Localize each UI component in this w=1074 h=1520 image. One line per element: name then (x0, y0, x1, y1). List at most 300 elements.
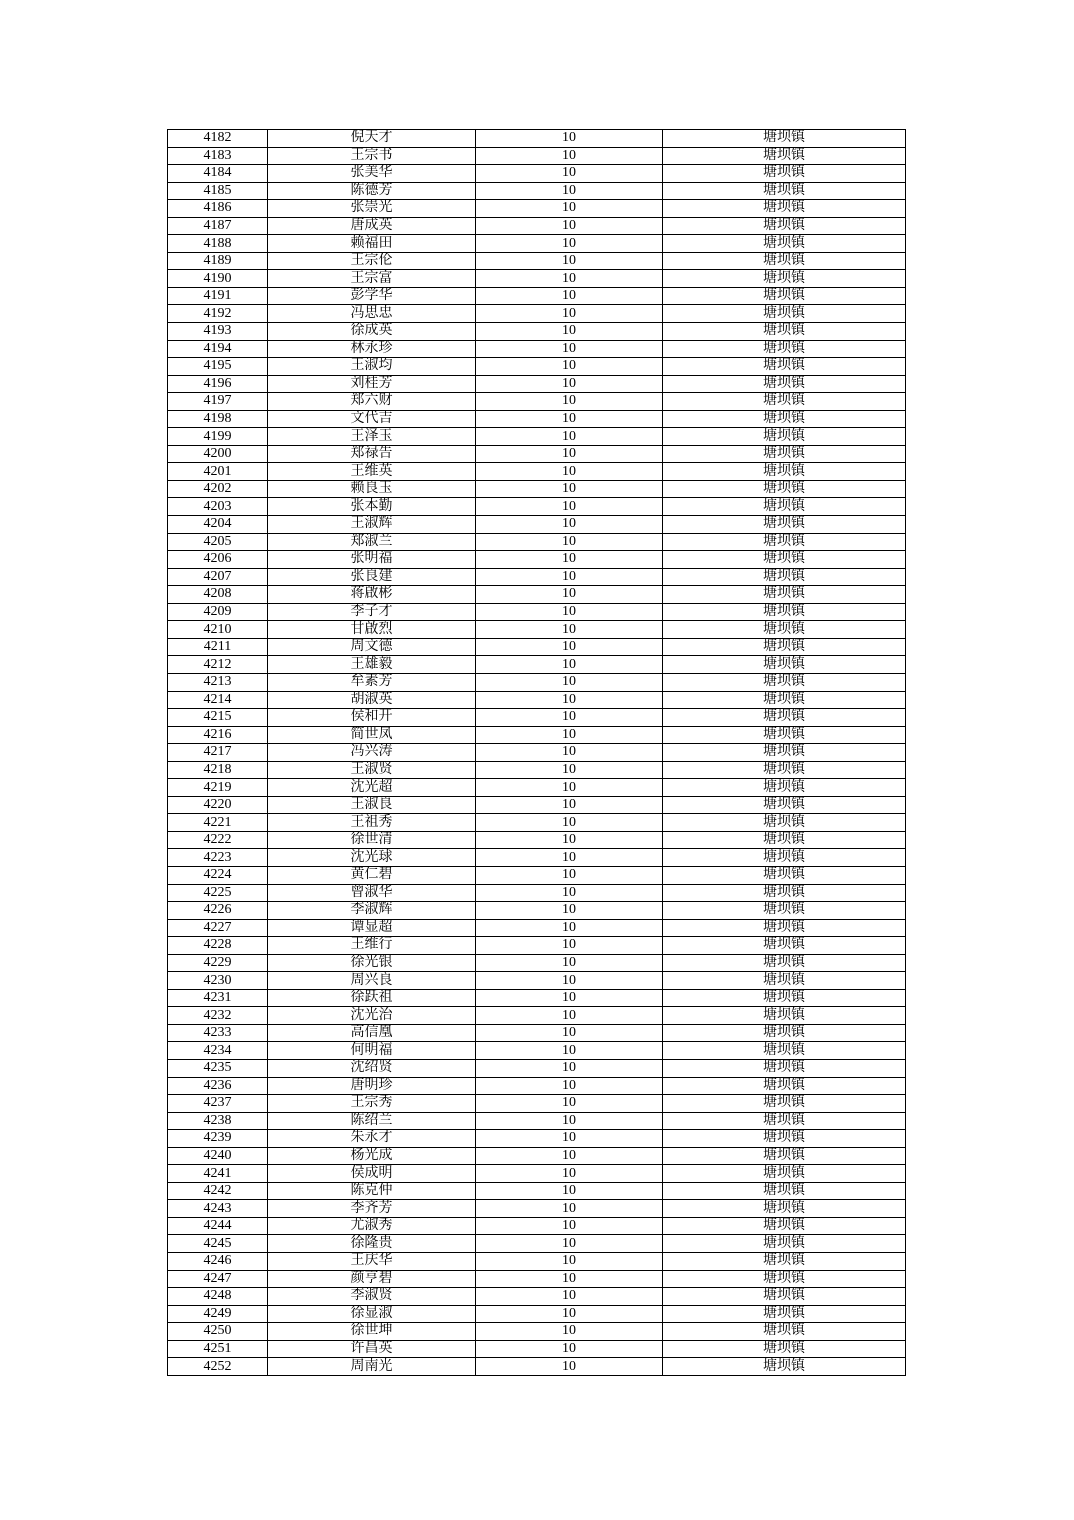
table-row (168, 1340, 906, 1358)
serial-number-cell: 4232 (168, 1007, 268, 1025)
amount-cell: 10 (476, 1305, 663, 1323)
amount-cell: 10 (476, 252, 663, 270)
town-cell: 塘坝镇 (663, 1147, 906, 1165)
table-row (168, 375, 906, 393)
name-cell: 郑淑兰 (268, 533, 476, 551)
serial-number-cell: 4244 (168, 1217, 268, 1235)
amount-cell: 10 (476, 445, 663, 463)
name-cell: 颜亨碧 (268, 1270, 476, 1288)
town-cell: 塘坝镇 (663, 919, 906, 937)
town-cell: 塘坝镇 (663, 849, 906, 867)
name-cell: 李子才 (268, 603, 476, 621)
table-row (168, 656, 906, 674)
name-cell: 林永珍 (268, 340, 476, 358)
town-cell: 塘坝镇 (663, 586, 906, 604)
name-cell: 王淑辉 (268, 516, 476, 534)
table-row (168, 884, 906, 902)
amount-cell: 10 (476, 1112, 663, 1130)
table-row (168, 761, 906, 779)
table-row (168, 586, 906, 604)
name-cell: 谭显超 (268, 919, 476, 937)
name-cell: 简世凤 (268, 726, 476, 744)
serial-number-cell: 4252 (168, 1358, 268, 1376)
name-cell: 许昌英 (268, 1340, 476, 1358)
town-cell: 塘坝镇 (663, 445, 906, 463)
name-cell: 高信凰 (268, 1024, 476, 1042)
table-row (168, 744, 906, 762)
name-cell: 冯兴涛 (268, 744, 476, 762)
serial-number-cell: 4203 (168, 498, 268, 516)
town-cell: 塘坝镇 (663, 709, 906, 727)
serial-number-cell: 4229 (168, 954, 268, 972)
table-row (168, 270, 906, 288)
amount-cell: 10 (476, 551, 663, 569)
town-cell: 塘坝镇 (663, 200, 906, 218)
town-cell: 塘坝镇 (663, 551, 906, 569)
serial-number-cell: 4194 (168, 340, 268, 358)
town-cell: 塘坝镇 (663, 902, 906, 920)
table-row (168, 937, 906, 955)
serial-number-cell: 4211 (168, 638, 268, 656)
name-cell: 赖良玉 (268, 480, 476, 498)
town-cell: 塘坝镇 (663, 1007, 906, 1025)
table-row (168, 358, 906, 376)
amount-cell: 10 (476, 498, 663, 516)
amount-cell: 10 (476, 340, 663, 358)
amount-cell: 10 (476, 849, 663, 867)
table-row (168, 340, 906, 358)
amount-cell: 10 (476, 480, 663, 498)
serial-number-cell: 4201 (168, 463, 268, 481)
serial-number-cell: 4196 (168, 375, 268, 393)
name-cell: 黄仁碧 (268, 866, 476, 884)
name-cell: 徐世坤 (268, 1323, 476, 1341)
town-cell: 塘坝镇 (663, 1217, 906, 1235)
amount-cell: 10 (476, 1358, 663, 1376)
town-cell: 塘坝镇 (663, 428, 906, 446)
serial-number-cell: 4234 (168, 1042, 268, 1060)
town-cell: 塘坝镇 (663, 866, 906, 884)
name-cell: 徐隆贵 (268, 1235, 476, 1253)
town-cell: 塘坝镇 (663, 270, 906, 288)
serial-number-cell: 4238 (168, 1112, 268, 1130)
amount-cell: 10 (476, 463, 663, 481)
name-cell: 王淑良 (268, 796, 476, 814)
town-cell: 塘坝镇 (663, 1165, 906, 1183)
town-cell: 塘坝镇 (663, 796, 906, 814)
name-cell: 文代吉 (268, 410, 476, 428)
name-cell: 蒋啟彬 (268, 586, 476, 604)
serial-number-cell: 4191 (168, 287, 268, 305)
serial-number-cell: 4213 (168, 673, 268, 691)
serial-number-cell: 4192 (168, 305, 268, 323)
town-cell: 塘坝镇 (663, 1182, 906, 1200)
table-row (168, 1095, 906, 1113)
serial-number-cell: 4242 (168, 1182, 268, 1200)
amount-cell: 10 (476, 428, 663, 446)
name-cell: 张良建 (268, 568, 476, 586)
town-cell: 塘坝镇 (663, 1323, 906, 1341)
serial-number-cell: 4212 (168, 656, 268, 674)
serial-number-cell: 4233 (168, 1024, 268, 1042)
name-cell: 曾淑华 (268, 884, 476, 902)
table-row (168, 1042, 906, 1060)
serial-number-cell: 4184 (168, 165, 268, 183)
table-row (168, 814, 906, 832)
amount-cell: 10 (476, 200, 663, 218)
town-cell: 塘坝镇 (663, 937, 906, 955)
town-cell: 塘坝镇 (663, 498, 906, 516)
table-row (168, 498, 906, 516)
town-cell: 塘坝镇 (663, 1130, 906, 1148)
serial-number-cell: 4243 (168, 1200, 268, 1218)
serial-number-cell: 4210 (168, 621, 268, 639)
amount-cell: 10 (476, 866, 663, 884)
table-row (168, 1147, 906, 1165)
table-row (168, 1323, 906, 1341)
name-cell: 王维英 (268, 463, 476, 481)
table-row (168, 551, 906, 569)
serial-number-cell: 4193 (168, 323, 268, 341)
amount-cell: 10 (476, 1024, 663, 1042)
amount-cell: 10 (476, 779, 663, 797)
town-cell: 塘坝镇 (663, 217, 906, 235)
amount-cell: 10 (476, 1217, 663, 1235)
town-cell: 塘坝镇 (663, 305, 906, 323)
town-cell: 塘坝镇 (663, 691, 906, 709)
town-cell: 塘坝镇 (663, 726, 906, 744)
table-row (168, 972, 906, 990)
serial-number-cell: 4198 (168, 410, 268, 428)
name-cell: 陈克仲 (268, 1182, 476, 1200)
town-cell: 塘坝镇 (663, 533, 906, 551)
name-cell: 王维行 (268, 937, 476, 955)
amount-cell: 10 (476, 305, 663, 323)
roster-table-body (168, 130, 906, 1376)
serial-number-cell: 4183 (168, 147, 268, 165)
name-cell: 唐明珍 (268, 1077, 476, 1095)
table-row (168, 1059, 906, 1077)
amount-cell: 10 (476, 1253, 663, 1271)
serial-number-cell: 4236 (168, 1077, 268, 1095)
amount-cell: 10 (476, 831, 663, 849)
name-cell: 沈光治 (268, 1007, 476, 1025)
table-row (168, 533, 906, 551)
town-cell: 塘坝镇 (663, 358, 906, 376)
town-cell: 塘坝镇 (663, 1200, 906, 1218)
amount-cell: 10 (476, 375, 663, 393)
name-cell: 何明福 (268, 1042, 476, 1060)
town-cell: 塘坝镇 (663, 656, 906, 674)
serial-number-cell: 4190 (168, 270, 268, 288)
name-cell: 张崇光 (268, 200, 476, 218)
serial-number-cell: 4226 (168, 902, 268, 920)
table-row (168, 779, 906, 797)
name-cell: 陈绍兰 (268, 1112, 476, 1130)
name-cell: 张美华 (268, 165, 476, 183)
table-row (168, 954, 906, 972)
table-row (168, 919, 906, 937)
amount-cell: 10 (476, 902, 663, 920)
name-cell: 徐成英 (268, 323, 476, 341)
name-cell: 杨光成 (268, 1147, 476, 1165)
town-cell: 塘坝镇 (663, 1077, 906, 1095)
town-cell: 塘坝镇 (663, 603, 906, 621)
table-row (168, 1217, 906, 1235)
serial-number-cell: 4199 (168, 428, 268, 446)
amount-cell: 10 (476, 954, 663, 972)
amount-cell: 10 (476, 726, 663, 744)
amount-cell: 10 (476, 691, 663, 709)
amount-cell: 10 (476, 1235, 663, 1253)
serial-number-cell: 4197 (168, 393, 268, 411)
town-cell: 塘坝镇 (663, 638, 906, 656)
table-row (168, 1288, 906, 1306)
table-row (168, 638, 906, 656)
name-cell: 侯成明 (268, 1165, 476, 1183)
name-cell: 徐世清 (268, 831, 476, 849)
table-row (168, 989, 906, 1007)
serial-number-cell: 4204 (168, 516, 268, 534)
amount-cell: 10 (476, 235, 663, 253)
town-cell: 塘坝镇 (663, 1112, 906, 1130)
town-cell: 塘坝镇 (663, 814, 906, 832)
name-cell: 侯和开 (268, 709, 476, 727)
amount-cell: 10 (476, 410, 663, 428)
serial-number-cell: 4235 (168, 1059, 268, 1077)
table-row (168, 1112, 906, 1130)
serial-number-cell: 4187 (168, 217, 268, 235)
name-cell: 王宗秀 (268, 1095, 476, 1113)
town-cell: 塘坝镇 (663, 287, 906, 305)
table-row (168, 445, 906, 463)
amount-cell: 10 (476, 656, 663, 674)
table-row (168, 726, 906, 744)
town-cell: 塘坝镇 (663, 1253, 906, 1271)
name-cell: 沈光球 (268, 849, 476, 867)
amount-cell: 10 (476, 217, 663, 235)
table-row (168, 217, 906, 235)
amount-cell: 10 (476, 1042, 663, 1060)
name-cell: 周兴良 (268, 972, 476, 990)
serial-number-cell: 4223 (168, 849, 268, 867)
name-cell: 王庆华 (268, 1253, 476, 1271)
table-row (168, 866, 906, 884)
town-cell: 塘坝镇 (663, 165, 906, 183)
amount-cell: 10 (476, 761, 663, 779)
amount-cell: 10 (476, 1323, 663, 1341)
amount-cell: 10 (476, 1077, 663, 1095)
serial-number-cell: 4206 (168, 551, 268, 569)
table-row (168, 1253, 906, 1271)
amount-cell: 10 (476, 1165, 663, 1183)
amount-cell: 10 (476, 937, 663, 955)
table-row (168, 1182, 906, 1200)
town-cell: 塘坝镇 (663, 516, 906, 534)
table-row (168, 1007, 906, 1025)
serial-number-cell: 4231 (168, 989, 268, 1007)
town-cell: 塘坝镇 (663, 130, 906, 148)
name-cell: 唐成英 (268, 217, 476, 235)
serial-number-cell: 4247 (168, 1270, 268, 1288)
name-cell: 沈绍贤 (268, 1059, 476, 1077)
table-row (168, 165, 906, 183)
serial-number-cell: 4202 (168, 480, 268, 498)
table-row (168, 831, 906, 849)
amount-cell: 10 (476, 796, 663, 814)
town-cell: 塘坝镇 (663, 1305, 906, 1323)
name-cell: 王泽玉 (268, 428, 476, 446)
table-row (168, 1077, 906, 1095)
table-row (168, 147, 906, 165)
town-cell: 塘坝镇 (663, 375, 906, 393)
table-row (168, 621, 906, 639)
amount-cell: 10 (476, 287, 663, 305)
serial-number-cell: 4241 (168, 1165, 268, 1183)
name-cell: 倪天才 (268, 130, 476, 148)
amount-cell: 10 (476, 1147, 663, 1165)
town-cell: 塘坝镇 (663, 1059, 906, 1077)
amount-cell: 10 (476, 673, 663, 691)
serial-number-cell: 4246 (168, 1253, 268, 1271)
name-cell: 王宗富 (268, 270, 476, 288)
serial-number-cell: 4209 (168, 603, 268, 621)
amount-cell: 10 (476, 165, 663, 183)
table-row (168, 200, 906, 218)
table-row (168, 1270, 906, 1288)
amount-cell: 10 (476, 884, 663, 902)
amount-cell: 10 (476, 533, 663, 551)
amount-cell: 10 (476, 323, 663, 341)
amount-cell: 10 (476, 1200, 663, 1218)
serial-number-cell: 4186 (168, 200, 268, 218)
town-cell: 塘坝镇 (663, 1270, 906, 1288)
town-cell: 塘坝镇 (663, 235, 906, 253)
serial-number-cell: 4185 (168, 182, 268, 200)
roster-table (167, 129, 906, 1376)
town-cell: 塘坝镇 (663, 182, 906, 200)
table-row (168, 691, 906, 709)
name-cell: 胡淑英 (268, 691, 476, 709)
name-cell: 尤淑秀 (268, 1217, 476, 1235)
amount-cell: 10 (476, 972, 663, 990)
table-row (168, 1165, 906, 1183)
table-row (168, 603, 906, 621)
table-row (168, 1024, 906, 1042)
serial-number-cell: 4245 (168, 1235, 268, 1253)
amount-cell: 10 (476, 358, 663, 376)
town-cell: 塘坝镇 (663, 252, 906, 270)
name-cell: 周文德 (268, 638, 476, 656)
amount-cell: 10 (476, 814, 663, 832)
name-cell: 陈德芳 (268, 182, 476, 200)
amount-cell: 10 (476, 270, 663, 288)
serial-number-cell: 4225 (168, 884, 268, 902)
table-row (168, 323, 906, 341)
town-cell: 塘坝镇 (663, 1358, 906, 1376)
table-row (168, 568, 906, 586)
town-cell: 塘坝镇 (663, 1042, 906, 1060)
serial-number-cell: 4249 (168, 1305, 268, 1323)
amount-cell: 10 (476, 1007, 663, 1025)
serial-number-cell: 4218 (168, 761, 268, 779)
name-cell: 徐跃祖 (268, 989, 476, 1007)
name-cell: 王宗伦 (268, 252, 476, 270)
table-row (168, 393, 906, 411)
table-row (168, 252, 906, 270)
serial-number-cell: 4237 (168, 1095, 268, 1113)
name-cell: 刘桂芳 (268, 375, 476, 393)
serial-number-cell: 4207 (168, 568, 268, 586)
amount-cell: 10 (476, 1182, 663, 1200)
name-cell: 李淑贤 (268, 1288, 476, 1306)
name-cell: 周南光 (268, 1358, 476, 1376)
town-cell: 塘坝镇 (663, 954, 906, 972)
table-row (168, 235, 906, 253)
town-cell: 塘坝镇 (663, 1095, 906, 1113)
name-cell: 徐显淑 (268, 1305, 476, 1323)
serial-number-cell: 4182 (168, 130, 268, 148)
name-cell: 张本勤 (268, 498, 476, 516)
name-cell: 彭学华 (268, 287, 476, 305)
table-row (168, 305, 906, 323)
amount-cell: 10 (476, 621, 663, 639)
table-row (168, 849, 906, 867)
amount-cell: 10 (476, 393, 663, 411)
amount-cell: 10 (476, 603, 663, 621)
table-row (168, 287, 906, 305)
table-row (168, 410, 906, 428)
name-cell: 王淑均 (268, 358, 476, 376)
town-cell: 塘坝镇 (663, 1340, 906, 1358)
serial-number-cell: 4216 (168, 726, 268, 744)
amount-cell: 10 (476, 1340, 663, 1358)
amount-cell: 10 (476, 1095, 663, 1113)
name-cell: 李齐芳 (268, 1200, 476, 1218)
table-row (168, 1235, 906, 1253)
name-cell: 甘啟烈 (268, 621, 476, 639)
serial-number-cell: 4189 (168, 252, 268, 270)
amount-cell: 10 (476, 130, 663, 148)
town-cell: 塘坝镇 (663, 323, 906, 341)
amount-cell: 10 (476, 568, 663, 586)
town-cell: 塘坝镇 (663, 621, 906, 639)
town-cell: 塘坝镇 (663, 972, 906, 990)
serial-number-cell: 4208 (168, 586, 268, 604)
serial-number-cell: 4230 (168, 972, 268, 990)
amount-cell: 10 (476, 1288, 663, 1306)
town-cell: 塘坝镇 (663, 831, 906, 849)
name-cell: 王淑贤 (268, 761, 476, 779)
town-cell: 塘坝镇 (663, 761, 906, 779)
town-cell: 塘坝镇 (663, 1024, 906, 1042)
amount-cell: 10 (476, 744, 663, 762)
amount-cell: 10 (476, 147, 663, 165)
name-cell: 王宗书 (268, 147, 476, 165)
table-row (168, 1200, 906, 1218)
town-cell: 塘坝镇 (663, 1235, 906, 1253)
name-cell: 郑六财 (268, 393, 476, 411)
table-row (168, 182, 906, 200)
name-cell: 冯思忠 (268, 305, 476, 323)
table-row (168, 480, 906, 498)
amount-cell: 10 (476, 516, 663, 534)
serial-number-cell: 4195 (168, 358, 268, 376)
name-cell: 赖福田 (268, 235, 476, 253)
serial-number-cell: 4217 (168, 744, 268, 762)
serial-number-cell: 4221 (168, 814, 268, 832)
amount-cell: 10 (476, 586, 663, 604)
